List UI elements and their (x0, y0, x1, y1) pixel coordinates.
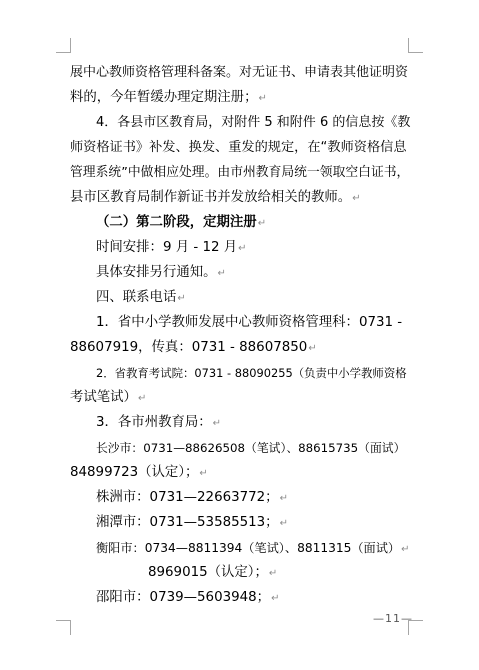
line-text: 株洲市：0731—22663772； (96, 490, 279, 505)
paragraph-mark: ↵ (177, 293, 186, 304)
text-line (70, 63, 410, 83)
text-line (96, 363, 410, 383)
text-line (70, 163, 410, 183)
page-number: —11— (373, 612, 413, 625)
line-text: 衡阳市：0734—8811394（笔试）、8811315（面试） (96, 541, 401, 555)
line-text: 时间安排：9 月 - 12 月 (96, 240, 238, 255)
crop-mark-top-left (56, 38, 71, 53)
line-text: 县市区教育局制作新证书并发放给相关的教师。 (70, 190, 352, 205)
text-line (70, 188, 410, 209)
line-text: 3．各市州教育局： (96, 415, 212, 430)
text-line (96, 538, 410, 560)
line-text: 具体安排另行通知。 (96, 265, 217, 280)
paragraph-mark: ↵ (279, 518, 288, 529)
line-text: 1．省中小学教师发展中心教师资格管理科：0731 - (96, 315, 403, 330)
section-heading (96, 213, 410, 234)
line-text: 师资格证书》补发、换发、重发的规定，在“教师资格信息 (70, 140, 407, 155)
text-line (70, 338, 410, 359)
text-line (70, 463, 410, 484)
text-line (96, 113, 410, 133)
line-text: 4．各县市区教育局，对附件 5 和附件 6 的信息按《教 (96, 115, 411, 130)
paragraph-mark: ↵ (258, 93, 267, 104)
paragraph-mark: ↵ (257, 218, 267, 229)
crop-mark-bottom-left (56, 620, 71, 635)
paragraph-mark: ↵ (271, 593, 280, 604)
paragraph-mark: ↵ (217, 268, 226, 279)
text-line (96, 263, 410, 284)
text-line (96, 488, 410, 509)
text-line (70, 88, 410, 109)
line-text: 2．省教育考试院：0731 - 88090255（负责中小学教师资格 (96, 366, 407, 380)
paragraph-mark: ↵ (238, 243, 247, 254)
paragraph-mark: ↵ (137, 393, 147, 404)
line-text: 长沙市：0731—88626508（笔试）、88615735（面试） (96, 441, 406, 455)
paragraph-mark: ↵ (401, 544, 410, 555)
section-heading (96, 288, 410, 309)
paragraph-mark: ↵ (308, 343, 317, 354)
line-text: 84899723（认定）； (70, 465, 199, 480)
section-heading-text: （二）第二阶段，定期注册 (96, 215, 257, 230)
line-text: 8969015（认定）； (148, 565, 268, 580)
line-text: 邵阳市：0739—5603948； (96, 590, 271, 605)
text-line (70, 388, 410, 409)
paragraph-mark: ↵ (212, 418, 222, 429)
section-heading-text: 四、联系电话 (96, 290, 177, 305)
text-line (96, 238, 410, 259)
paragraph-mark: ↵ (279, 493, 288, 504)
line-text: 湘潭市：0731—53585513； (96, 515, 279, 530)
text-line (96, 438, 410, 458)
crop-mark-top-right (408, 38, 423, 53)
line-text: 料的，今年暂缓办理定期注册； (70, 90, 258, 105)
text-line (96, 313, 410, 333)
paragraph-mark: ↵ (199, 468, 208, 479)
text-line (70, 138, 410, 158)
line-text: 展中心教师资格管理科备案。对无证书、申请表其他证明资 (70, 65, 409, 80)
line-text: 考试笔试） (70, 390, 137, 405)
paragraph-mark: ↵ (352, 193, 361, 204)
text-line (96, 513, 410, 534)
line-text: 88607919，传真：0731 - 88607850 (70, 340, 308, 355)
text-line (148, 563, 410, 584)
paragraph-mark: ↵ (268, 568, 278, 579)
text-line (96, 588, 410, 609)
text-line (96, 413, 410, 434)
line-text: 管理系统”中做相应处理。由市州教育局统一领取空白证书， (70, 165, 410, 180)
